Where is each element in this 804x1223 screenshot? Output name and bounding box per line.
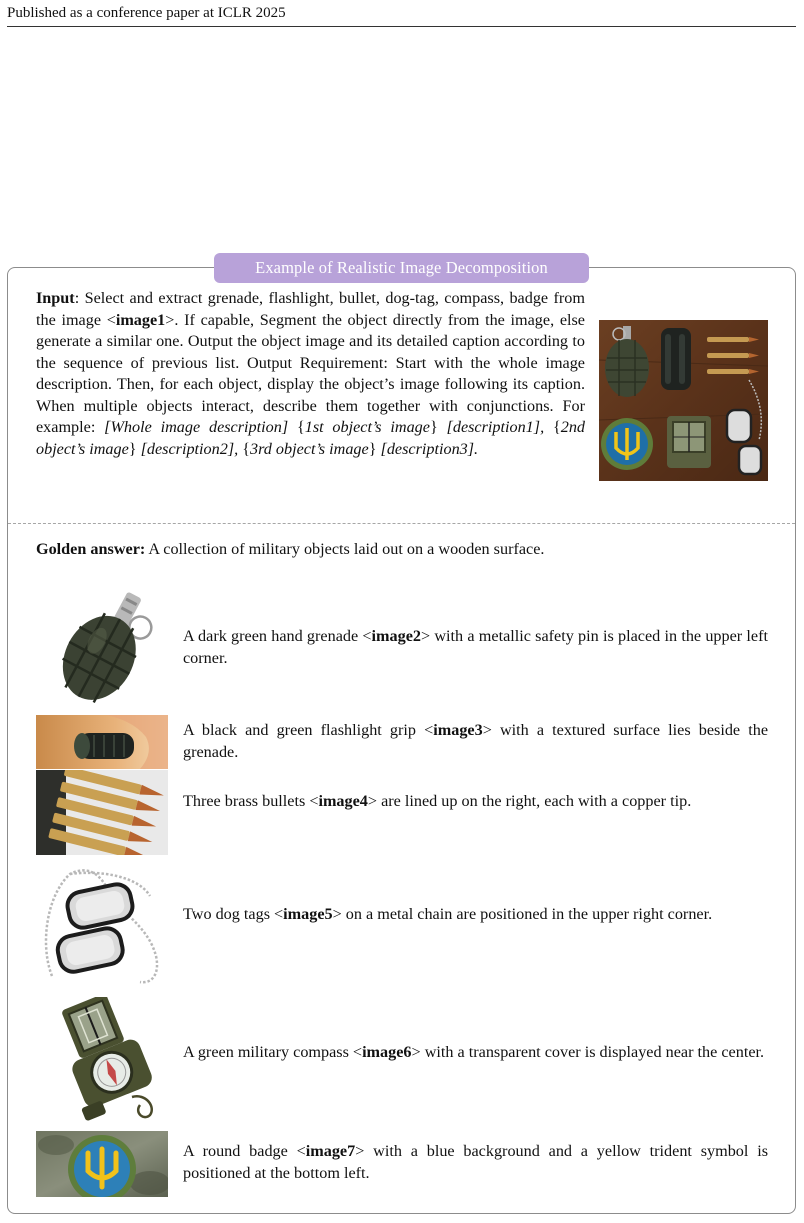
grenade-image-tag: image2 (371, 627, 421, 645)
grenade-caption: A dark green hand grenade <image2> with a metallic safety pin is placed in the upper left corner. (183, 627, 768, 667)
badge-thumb (601, 418, 653, 470)
dogtags-caption: Two dog tags <image5> on a metal chain are positioned in the upper right corner. (183, 905, 713, 923)
flashlight-thumb (661, 328, 691, 390)
input-prompt: Input: Select and extract grenade, flashlight, bullet, dog-tag, compass, badge from the image <image1>. If capable, Segment the object directly from the image, else generate a similar one. Output the object image and its detailed caption according to the sequence of previous list. Output Requirement: Start with the whole image description. Then, for each object, display the object’s image following its caption. When multiple objects interact, describe them together with conjunctions. For example: [Whole image description] {1st object’s image} [description1], {2nd object’s image} [description2], {3rd object’s image} [description3]. (36, 289, 585, 458)
bullets-image (36, 770, 168, 855)
section-divider (8, 523, 795, 524)
badge-caption: A round badge <image7> with a blue background and a yellow trident symbol is positioned at the bottom left. (183, 1142, 768, 1182)
input-photo (599, 320, 768, 481)
grenade-image (44, 583, 158, 711)
running-header: Published as a conference paper at ICLR 2025 (7, 5, 286, 21)
input-label: Input (36, 289, 75, 307)
dogtags-image (40, 866, 162, 990)
image-tag: image1 (115, 310, 166, 329)
compass-image (36, 997, 168, 1121)
compass-thumb (667, 416, 711, 468)
dogtags-image-tag: image5 (283, 905, 333, 923)
header-rule (7, 26, 796, 27)
badge-image-tag: image7 (305, 1142, 356, 1160)
box-title: Example of Realistic Image Decomposition (214, 253, 589, 283)
bullets-caption: Three brass bullets <image4> are lined up on the right, each with a copper tip. (183, 792, 692, 810)
golden-answer: Golden answer: A collection of military objects laid out on a wooden surface. (36, 540, 545, 558)
golden-label: Golden answer: (36, 540, 146, 558)
compass-caption: A green military compass <image6> with a transparent cover is displayed near the center. (183, 1043, 765, 1061)
flashlight-image-tag: image3 (433, 721, 483, 739)
flashlight-caption: A black and green flashlight grip <image3> with a textured surface lies beside the grenade. (183, 721, 769, 761)
flashlight-image (36, 715, 168, 769)
compass-image-tag: image6 (362, 1043, 412, 1061)
badge-image (36, 1131, 168, 1197)
bullets-image-tag: image4 (318, 792, 368, 810)
